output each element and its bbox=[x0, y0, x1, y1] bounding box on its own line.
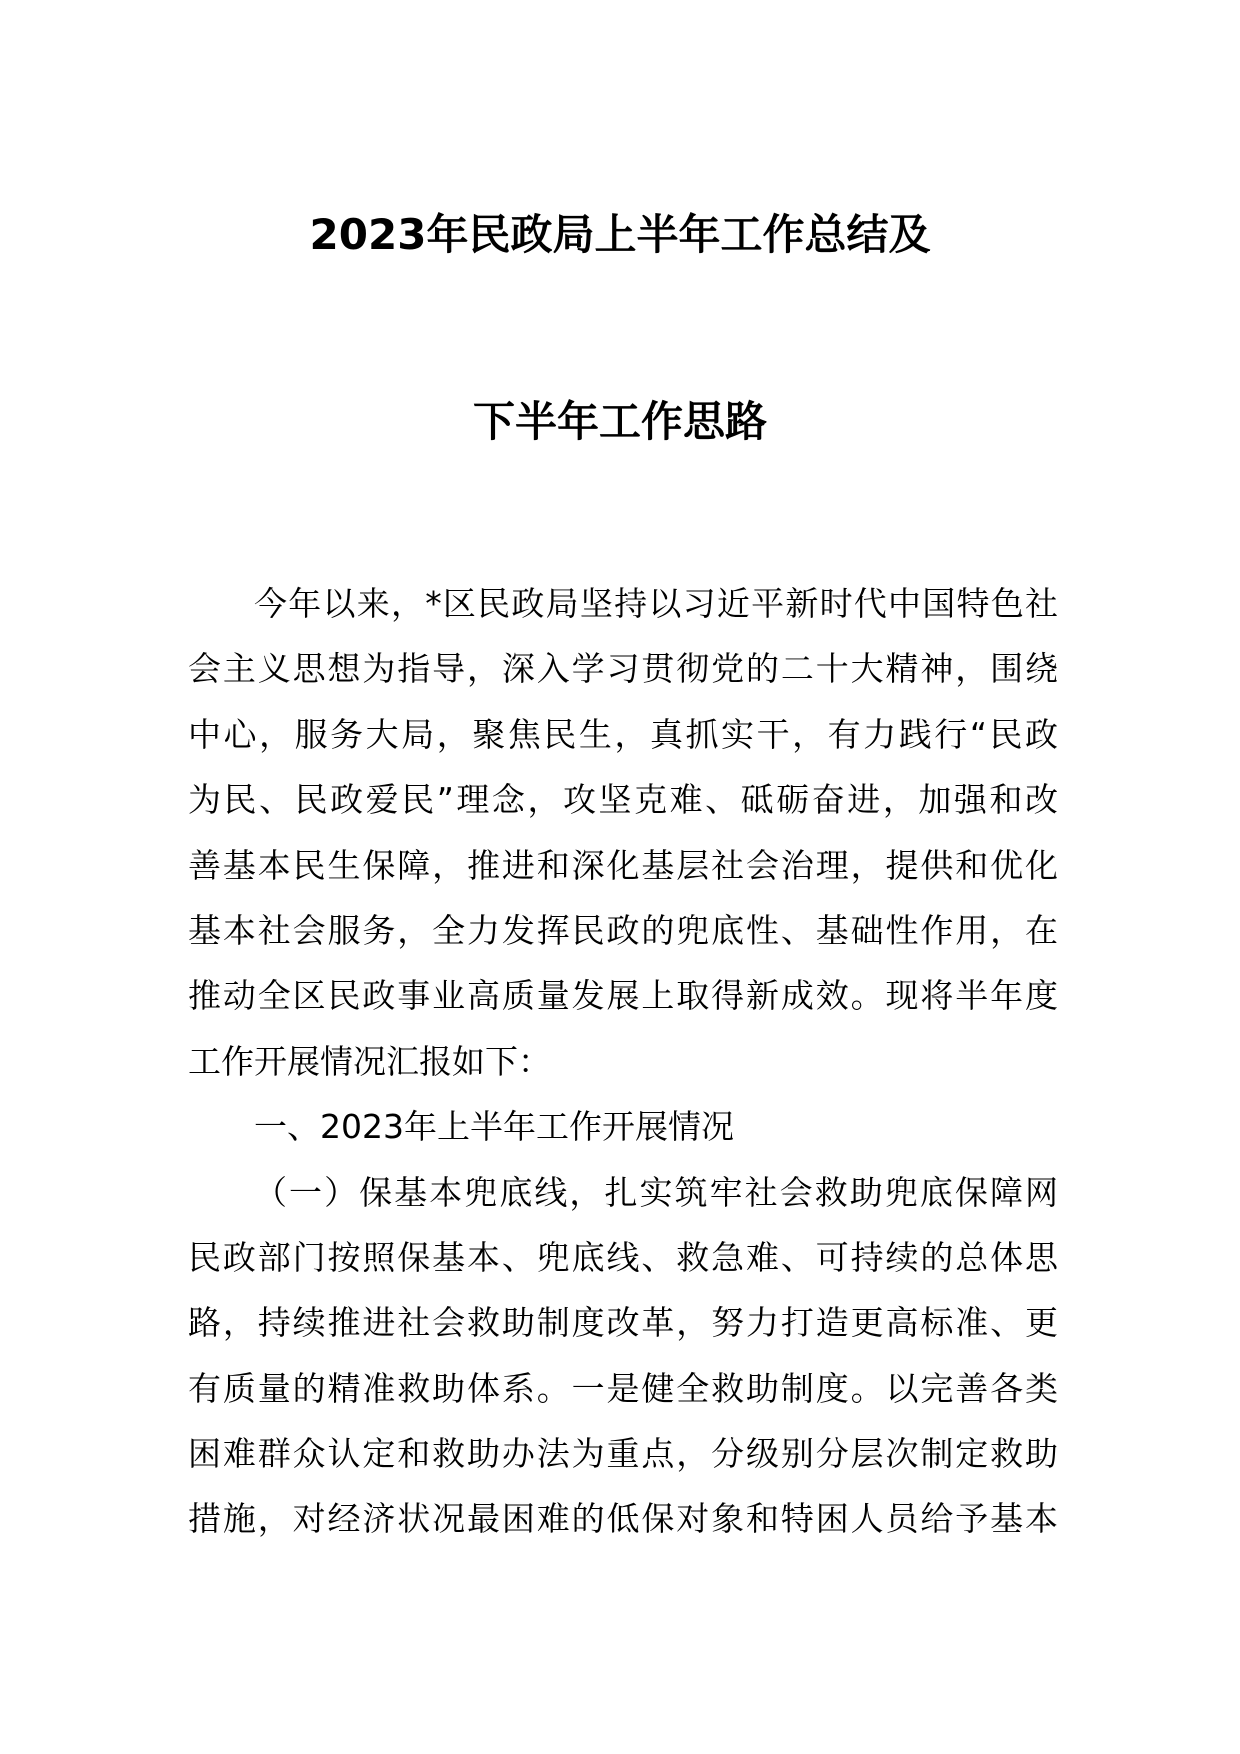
intro-line: 中心，服务大局，聚焦民生，真抓实干，有力践行“民政 bbox=[188, 714, 1058, 754]
intro-line: 善基本民生保障，推进和深化基层社会治理，提供和优化 bbox=[188, 845, 1058, 885]
intro-line: 工作开展情况汇报如下： bbox=[188, 1041, 551, 1081]
document-body bbox=[188, 571, 1058, 1552]
intro-line: 为民、民政爱民”理念，攻坚克难、砥砺奋进，加强和改 bbox=[188, 780, 1058, 820]
subsection-line: 民政部门按照保基本、兜底线、救急难、可持续的总体思 bbox=[188, 1237, 1058, 1277]
document-title-line-1: 2023年民政局上半年工作总结及 bbox=[309, 210, 931, 259]
subsection-line: 路，持续推进社会救助制度改革，努力打造更高标准、更 bbox=[188, 1303, 1058, 1343]
subsection-line: 困难群众认定和救助办法为重点，分级别分层次制定救助 bbox=[188, 1434, 1058, 1474]
intro-line: 会主义思想为指导，深入学习贯彻党的二十大精神，围绕 bbox=[188, 649, 1058, 689]
intro-line: 今年以来，*区民政局坚持以习近平新时代中国特色社 bbox=[254, 584, 1058, 623]
subsection-line: 有质量的精准救助体系。一是健全救助制度。以完善各类 bbox=[188, 1368, 1058, 1408]
document-title-line-2: 下半年工作思路 bbox=[472, 397, 767, 446]
subsection-heading: （一）保基本兜底线，扎实筑牢社会救助兜底保障网 bbox=[254, 1172, 1058, 1212]
intro-line: 基本社会服务，全力发挥民政的兜底性、基础性作用，在 bbox=[188, 910, 1058, 950]
section-heading: 一、2023年上半年工作开展情况 bbox=[254, 1107, 734, 1147]
intro-line: 推动全区民政事业高质量发展上取得新成效。现将半年度 bbox=[188, 976, 1058, 1016]
subsection-line: 措施，对经济状况最困难的低保对象和特困人员给予基本 bbox=[188, 1499, 1058, 1539]
